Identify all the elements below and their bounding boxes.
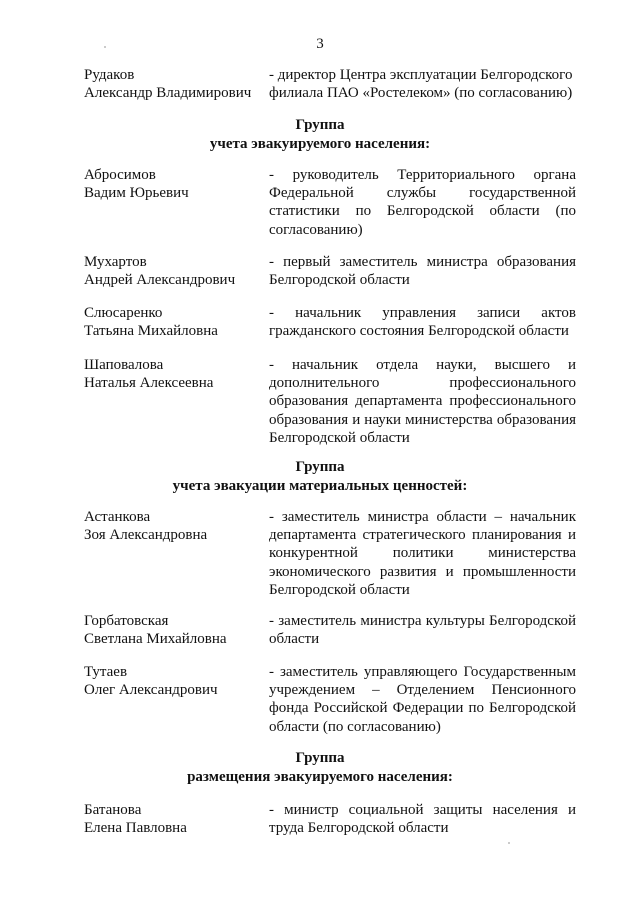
- member-name: Батанова Елена Павловна: [84, 802, 187, 837]
- member-name: Астанкова Зоя Александровна: [84, 509, 208, 544]
- group-title: Группа: [295, 459, 345, 475]
- member-name: Слюсаренко Татьяна Михайловна: [84, 305, 218, 340]
- group-subtitle: учета эвакуируемого населения:: [209, 136, 431, 152]
- member-name: Тутаев Олег Александрович: [84, 664, 218, 699]
- member-role: - первый заместитель министра образования Белгородской области: [269, 254, 576, 289]
- member-role: - руководитель Территориального органа Федеральной службы государственной статистики по Белгородской области (по согласованию): [269, 167, 576, 238]
- member-role: - начальник отдела науки, высшего и дополнительного профессионального образования департамента профессионального образования и науки министерства образования Белгородской области: [269, 357, 576, 446]
- scan-speck: [508, 842, 510, 844]
- member-role: - заместитель управляющего Государственным учреждением – Отделением Пенсионного фонда Российской Федерации по Белгородской области (по согласованию): [269, 664, 576, 735]
- group-title: Группа: [295, 117, 345, 133]
- member-role: - заместитель министра культуры Белгородской области: [269, 613, 576, 648]
- group-title: Группа: [295, 750, 345, 766]
- member-role: - заместитель министра области – начальник департамента стратегического планирования и конкурентной политики министерства экономического развития и промышленности Белгородской области: [269, 509, 576, 598]
- member-role: - министр социальной защиты населения и труда Белгородской области: [269, 802, 576, 837]
- group-subtitle: размещения эвакуируемого населения:: [187, 769, 453, 785]
- member-name: Рудаков Александр Владимирович: [84, 67, 252, 102]
- member-name: Горбатовская Светлана Михайловна: [84, 613, 227, 648]
- group-subtitle: учета эвакуации материальных ценностей:: [172, 478, 468, 494]
- member-name: Абросимов Вадим Юрьевич: [84, 167, 189, 202]
- member-role: - начальник управления записи актов гражданского состояния Белгородской области: [269, 305, 576, 340]
- page-number: 3: [316, 36, 324, 52]
- member-role: - директор Центра эксплуатации Белгородского филиала ПАО «Ростелеком» (по согласованию): [269, 67, 573, 102]
- member-name: Шаповалова Наталья Алексеевна: [84, 357, 214, 392]
- member-name: Мухартов Андрей Александрович: [84, 254, 236, 289]
